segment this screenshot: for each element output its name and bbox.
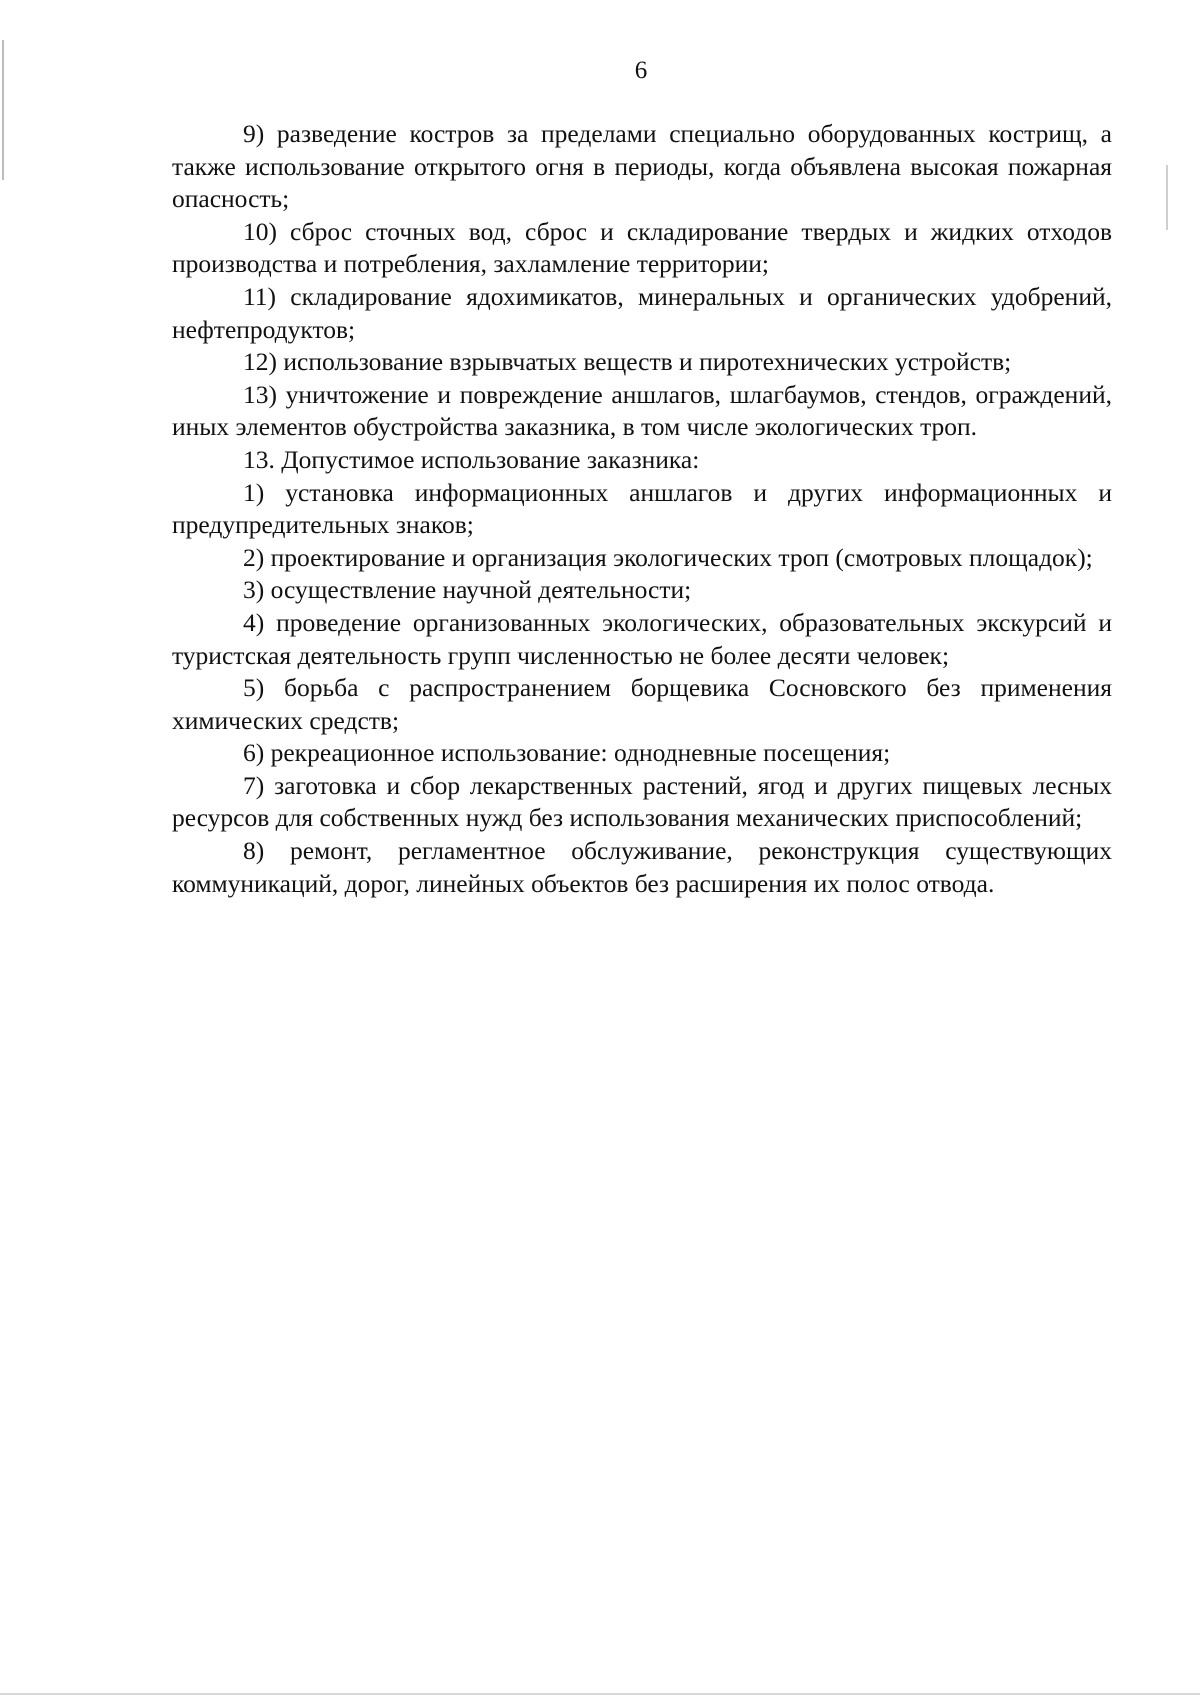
allowed-use-item-4: 4) проведение организованных экологических, образовательных экскурсий и туристская деятельность групп численностью не более десяти человек; <box>172 607 1112 670</box>
paragraph-item-12: 12) использование взрывчатых веществ и пиротехнических устройств; <box>243 347 1012 377</box>
allowed-use-item-3: 3) осуществление научной деятельности; <box>243 575 692 605</box>
scan-edge-right <box>1166 165 1168 230</box>
allowed-use-item-6: 6) рекреационное использование: однодневные посещения; <box>243 738 891 768</box>
paragraph-item-9: 9) разведение костров за пределами специально оборудованных кострищ, а также использование открытого огня в периоды, когда объявлена высокая пожарная опасность; <box>172 119 1112 214</box>
page-number: 6 <box>634 57 648 84</box>
paragraph-item-10: 10) сброс сточных вод, сброс и складирование твердых и жидких отходов производства и потребления, захламление территории; <box>172 216 1112 279</box>
document-body <box>172 118 1112 900</box>
section-heading-13: 13. Допустимое использование заказника: <box>243 444 700 474</box>
allowed-use-item-8: 8) ремонт, регламентное обслуживание, реконструкция существующих коммуникаций, дорог, линейных объектов без расширения их полос отвода. <box>172 836 1112 898</box>
allowed-use-item-7: 7) заготовка и сбор лекарственных растений, ягод и других пищевых лесных ресурсов для собственных нужд без использования механических приспособлений; <box>172 770 1112 833</box>
paragraph-item-11: 11) складирование ядохимикатов, минеральных и органических удобрений, нефтепродуктов; <box>172 281 1112 344</box>
allowed-use-item-2: 2) проектирование и организация экологических троп (смотровых площадок); <box>243 542 1093 572</box>
allowed-use-item-1: 1) установка информационных аншлагов и других информационных и предупредительных знаков; <box>172 477 1112 540</box>
allowed-use-item-5: 5) борьба с распространением борщевика Сосновского без применения химических средств; <box>172 673 1112 735</box>
scan-edge-bottom <box>0 1693 1200 1695</box>
paragraph-item-13: 13) уничтожение и повреждение аншлагов, шлагбаумов, стендов, ограждений, иных элементов обустройства заказника, в том числе экологических троп. <box>172 379 1112 442</box>
